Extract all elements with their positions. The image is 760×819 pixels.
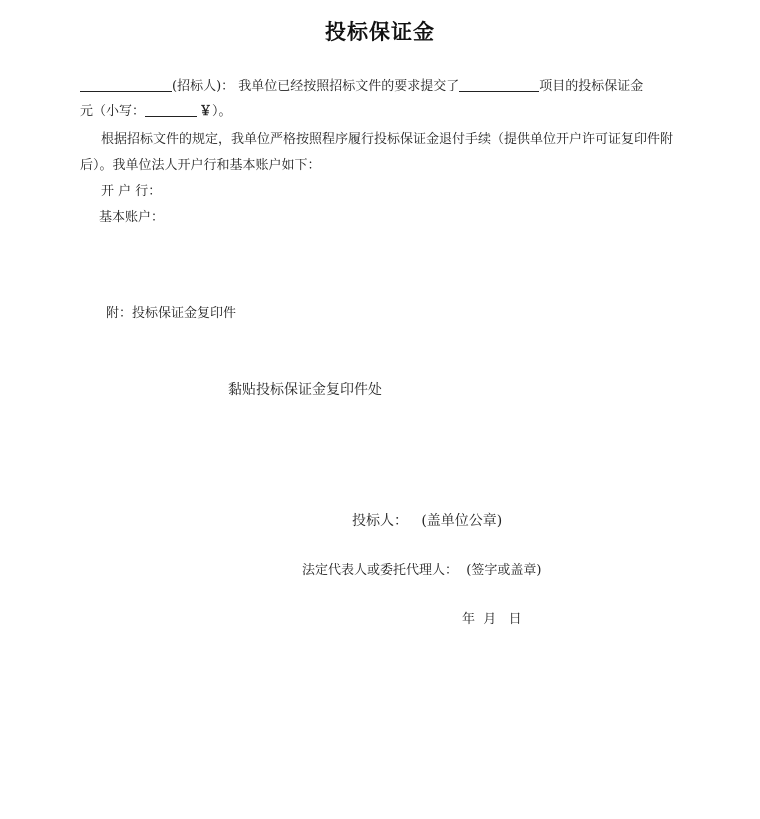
p1-line1-text-b: 项目的投标保证金 [539,79,644,94]
yen-symbol: ￥ [199,104,213,119]
bidder-signature-line: 投标人： (盖单位公章) [352,513,503,529]
amount-blank[interactable] [145,104,197,117]
p1-line2-text-b: ）。 [212,104,232,119]
representative-signature-line: 法定代表人或委托代理人： (签字或盖章) [302,563,542,578]
paragraph-1-line-2 [80,104,232,119]
paragraph-1-line-1 [80,79,643,94]
bank-label: 开 户 行： [101,184,162,199]
p1-line2-text-a: 元（小写： [80,104,146,119]
p1-line1-text-a: (招标人)： 我单位已经按照招标文件的要求提交了 [172,79,460,94]
attachment-note: 附：投标保证金复印件 [106,306,237,321]
paragraph-2-line-1: 根据招标文件的规定，我单位严格按照程序履行投标保证金退付手续（提供单位开户许可证复印件附 [101,132,674,147]
paste-area-label: 黏贴投标保证金复印件处 [228,382,382,398]
project-name-blank[interactable] [459,79,539,92]
document-title: 投标保证金 [325,20,435,44]
account-label: 基本账户： [99,210,165,225]
date-line: 年 月 日 [462,612,522,627]
paragraph-2-line-2: 后）。我单位法人开户行和基本账户如下： [80,158,321,173]
tenderer-blank[interactable] [80,79,172,92]
